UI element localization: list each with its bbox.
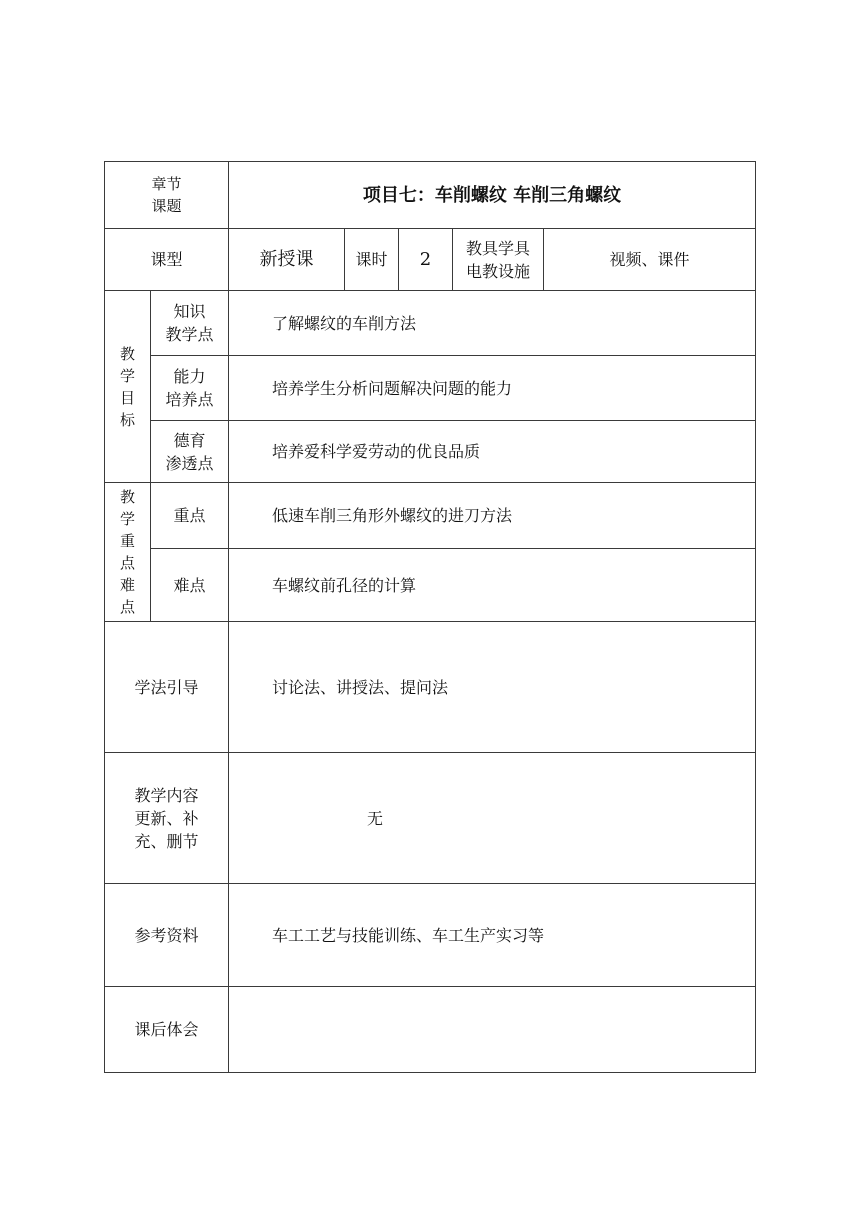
content-update-label: 教学内容 更新、补 充、删节 <box>134 785 199 851</box>
key-points-group-label: 教 学 重 点 难 点 <box>119 488 135 616</box>
moral-value: 培养爱科学爱劳动的优良品质 <box>272 442 481 461</box>
reflection-value[interactable] <box>272 987 752 1072</box>
ability-label: 能力 培养点 <box>165 367 214 409</box>
ability-value: 培养学生分析问题解决问题的能力 <box>272 378 513 398</box>
equipment-value: 视频、课件 <box>609 250 690 269</box>
chapter-label: 章节 课题 <box>151 175 182 215</box>
teaching-goals-group-label: 教 学 目 标 <box>119 344 135 429</box>
key-point-label: 重点 <box>173 506 206 525</box>
lesson-plan-table <box>104 161 756 1073</box>
equipment-label: 教具学具 电教设施 <box>465 238 530 281</box>
table-border-bottom <box>104 1072 756 1073</box>
content-update-value: 无 <box>367 808 384 828</box>
knowledge-value: 了解螺纹的车削方法 <box>272 313 417 333</box>
table-border-right <box>755 161 756 1073</box>
references-value: 车工工艺与技能训练、车工生产实习等 <box>272 925 545 945</box>
moral-label: 德育 渗透点 <box>165 430 214 473</box>
class-hours-label: 课时 <box>355 250 388 269</box>
knowledge-label: 知识 教学点 <box>165 302 214 344</box>
table-rule <box>228 290 229 1073</box>
lesson-type-value: 新授课 <box>259 249 314 270</box>
difficult-point-value: 车螺纹前孔径的计算 <box>272 575 417 595</box>
reflection-label: 课后体会 <box>134 1020 199 1039</box>
class-hours-value: 2 <box>419 249 432 270</box>
chapter-title: 项目七：车削螺纹 车削三角螺纹 <box>362 184 622 206</box>
difficult-point-label: 难点 <box>173 575 206 595</box>
method-label: 学法引导 <box>134 677 199 697</box>
references-label: 参考资料 <box>134 925 199 945</box>
method-value: 讨论法、讲授法、提问法 <box>272 677 449 697</box>
lesson-type-label: 课型 <box>150 250 183 269</box>
key-point-value: 低速车削三角形外螺纹的进刀方法 <box>272 506 513 525</box>
